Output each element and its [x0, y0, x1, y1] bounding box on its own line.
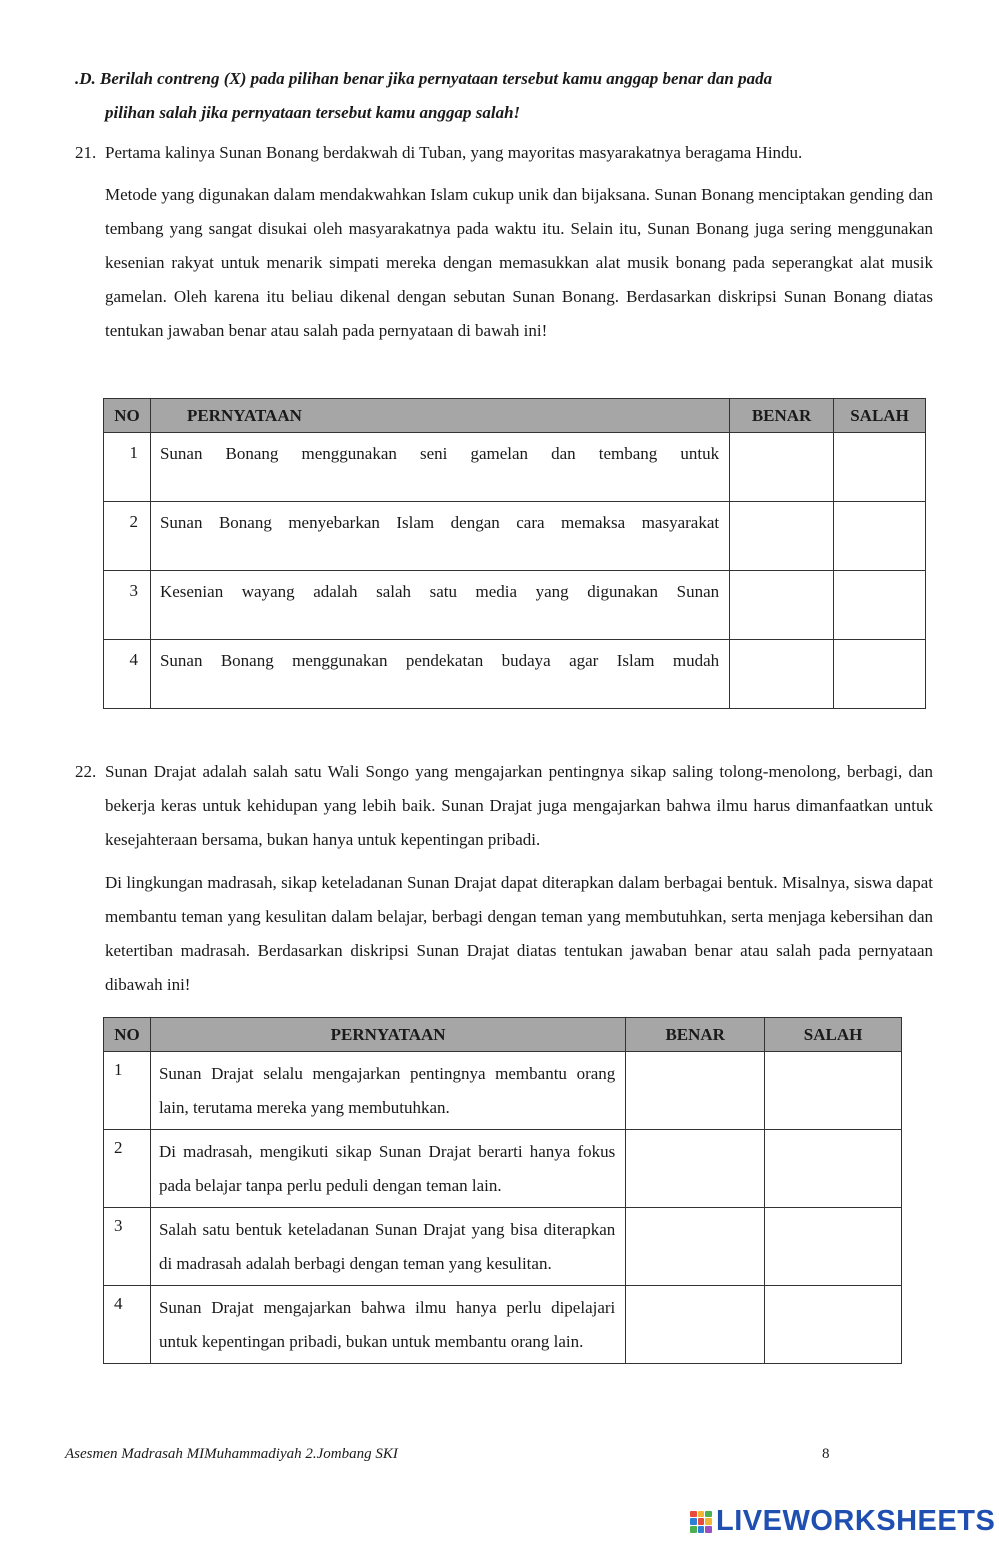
q21-table [103, 398, 926, 709]
table-row [104, 1286, 902, 1364]
salah-checkbox-cell[interactable] [834, 502, 926, 571]
row-number: 4 [104, 1286, 151, 1364]
liveworksheets-brand[interactable] [690, 1505, 995, 1538]
q21-intro: Pertama kalinya Sunan Bonang berdakwah di Tuban, yang mayoritas masyarakatnya beragama Hindu. [105, 143, 803, 162]
statement-text: Di madrasah, mengikuti sikap Sunan Drajat berarti hanya fokus pada belajar tanpa perlu peduli dengan teman lain. [150, 1130, 625, 1208]
benar-checkbox-cell[interactable] [730, 640, 834, 709]
question-number-22: 22. [75, 762, 97, 781]
row-number: 4 [104, 640, 151, 709]
statement-text: Sunan Drajat selalu mengajarkan pentingnya membantu orang lain, terutama mereka yang membutuhkan. [150, 1052, 625, 1130]
row-number: 1 [104, 1052, 151, 1130]
salah-checkbox-cell[interactable] [765, 1052, 902, 1130]
header-statement: PERNYATAAN [150, 1018, 625, 1052]
table-row [104, 1130, 902, 1208]
q22-body: Di lingkungan madrasah, sikap keteladanan Sunan Drajat dapat diterapkan dalam berbagai bentuk. Misalnya, siswa dapat membantu teman yang kesulitan dalam belajar, berbagi dengan teman yang membutuhkan, serta menjaga kebersihan dan ketertiban madrasah. Berdasarkan diskripsi Sunan Drajat diatas tentukan jawaban benar atau salah pada pernyataan dibawah ini! [105, 873, 933, 994]
table-row [104, 1052, 902, 1130]
row-number: 1 [104, 433, 151, 502]
row-number: 2 [104, 1130, 151, 1208]
benar-checkbox-cell[interactable] [626, 1286, 765, 1364]
benar-checkbox-cell[interactable] [626, 1130, 765, 1208]
header-no: NO [104, 1018, 151, 1052]
instruction-line-1: .D. Berilah contreng (X) pada pilihan benar jika pernyataan tersebut kamu anggap benar dan pada [75, 69, 773, 88]
row-number: 3 [104, 1208, 151, 1286]
salah-checkbox-cell[interactable] [765, 1286, 902, 1364]
salah-checkbox-cell[interactable] [834, 433, 926, 502]
statement-text: Sunan Bonang menggunakan pendekatan budaya agar Islam mudah [150, 640, 729, 709]
benar-checkbox-cell[interactable] [626, 1052, 765, 1130]
salah-checkbox-cell[interactable] [834, 640, 926, 709]
row-number: 2 [104, 502, 151, 571]
q21-body: Metode yang digunakan dalam mendakwahkan Islam cukup unik dan bijaksana. Sunan Bonang menciptakan gending dan tembang yang sangat disukai oleh masyarakatnya pada waktu itu. Selain itu, Sunan Bonang juga sering menggunakan kesenian rakyat untuk menarik simpati mereka dengan memasukkan alat musik bonang pada seperangkat alat musik gamelan. Oleh karena itu beliau dikenal dengan sebutan Sunan Bonang. Berdasarkan diskripsi Sunan Bonang diatas tentukan jawaban benar atau salah pada pernyataan di bawah ini! [105, 185, 933, 340]
benar-checkbox-cell[interactable] [626, 1208, 765, 1286]
table-row [104, 640, 926, 709]
instruction [75, 62, 925, 130]
salah-checkbox-cell[interactable] [765, 1130, 902, 1208]
statement-text: Kesenian wayang adalah salah satu media yang digunakan Sunan [150, 571, 729, 640]
statement-text: Sunan Bonang menggunakan seni gamelan dan tembang untuk [150, 433, 729, 502]
header-benar: BENAR [730, 399, 834, 433]
header-statement: PERNYATAAN [150, 399, 729, 433]
header-salah: SALAH [765, 1018, 902, 1052]
header-salah: SALAH [834, 399, 926, 433]
statement-text: Sunan Bonang menyebarkan Islam dengan cara memaksa masyarakat [150, 502, 729, 571]
table-row [104, 1208, 902, 1286]
table-row [104, 571, 926, 640]
q22-intro: Sunan Drajat adalah salah satu Wali Songo yang mengajarkan pentingnya sikap saling tolong-menolong, berbagi, dan bekerja keras untuk kehidupan yang lebih baik. Sunan Drajat juga mengajarkan bahwa ilmu harus dimanfaatkan untuk kesejahteraan bersama, bukan hanya untuk kepentingan pribadi. [105, 762, 933, 849]
table-row [104, 502, 926, 571]
table-row [104, 433, 926, 502]
benar-checkbox-cell[interactable] [730, 571, 834, 640]
footer-text: Asesmen Madrasah MIMuhammadiyah 2.Jombang SKI [65, 1446, 398, 1462]
instruction-line-2: pilihan salah jika pernyataan tersebut kamu anggap salah! [105, 103, 521, 122]
salah-checkbox-cell[interactable] [765, 1208, 902, 1286]
page-number: 8 [822, 1446, 830, 1462]
liveworksheets-logo-icon [690, 1511, 712, 1533]
header-no: NO [104, 399, 151, 433]
liveworksheets-logo-text: LIVEWORKSHEETS [716, 1505, 996, 1537]
question-number-21: 21. [75, 143, 97, 162]
q22-table [103, 1017, 902, 1364]
statement-text: Salah satu bentuk keteladanan Sunan Drajat yang bisa diterapkan di madrasah adalah berbagi dengan teman yang kesulitan. [150, 1208, 625, 1286]
statement-text: Sunan Drajat mengajarkan bahwa ilmu hanya perlu dipelajari untuk kepentingan pribadi, bukan untuk membantu orang lain. [150, 1286, 625, 1364]
benar-checkbox-cell[interactable] [730, 502, 834, 571]
benar-checkbox-cell[interactable] [730, 433, 834, 502]
header-benar: BENAR [626, 1018, 765, 1052]
row-number: 3 [104, 571, 151, 640]
salah-checkbox-cell[interactable] [834, 571, 926, 640]
